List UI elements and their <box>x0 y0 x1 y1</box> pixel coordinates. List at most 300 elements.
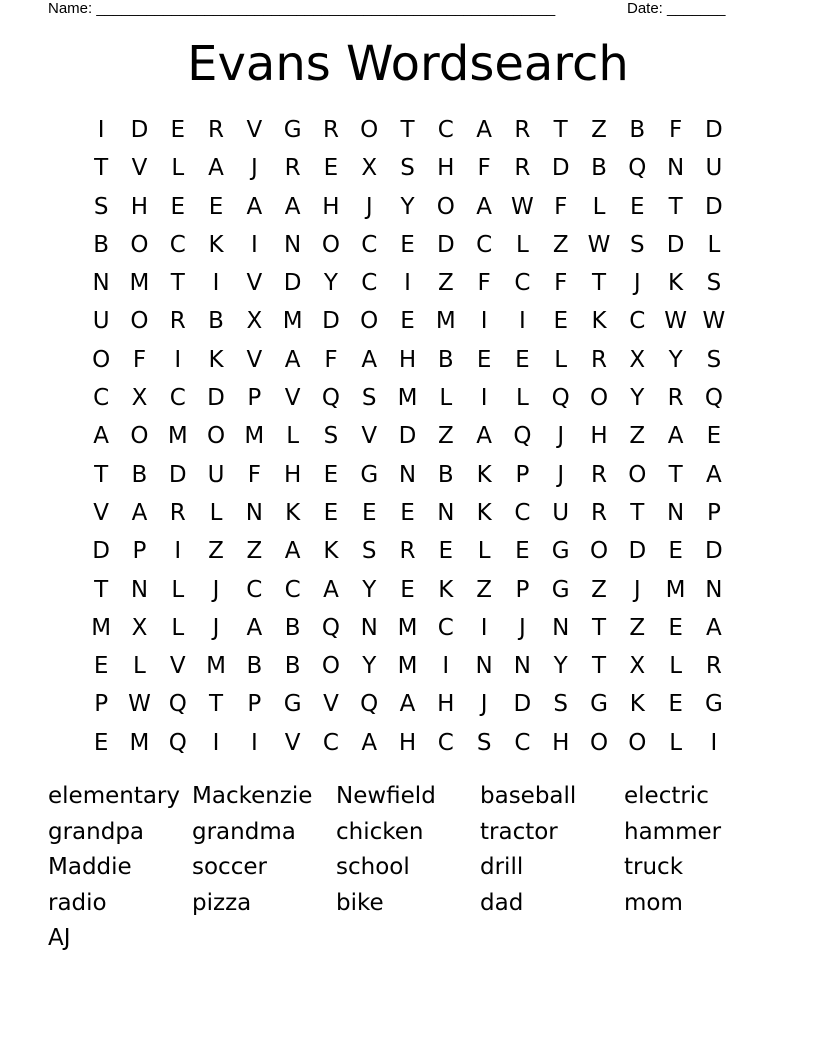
grid-letter: P <box>132 538 147 565</box>
grid-letter: J <box>212 614 220 641</box>
word-list-item: soccer <box>192 854 267 881</box>
grid-letter: T <box>591 270 607 297</box>
grid-letter: O <box>589 385 609 412</box>
grid-letter: H <box>283 461 302 488</box>
grid-letter: V <box>93 499 110 526</box>
grid-letter: M <box>397 614 418 641</box>
grid-row <box>82 571 733 609</box>
grid-letter: I <box>212 729 220 756</box>
grid-letter: F <box>554 270 568 297</box>
grid-letter: A <box>476 117 492 143</box>
grid-letter: B <box>629 117 646 143</box>
grid-letter: B <box>131 461 148 488</box>
grid-letter: G <box>551 538 570 565</box>
grid-letter: Y <box>668 346 683 373</box>
grid-letter: J <box>633 576 641 603</box>
grid-letter: H <box>398 346 417 373</box>
grid-letter: Y <box>400 193 415 220</box>
grid-letter: U <box>552 499 570 526</box>
grid-letter: B <box>284 614 301 641</box>
grid-letter: T <box>170 270 185 297</box>
grid-letter: P <box>515 461 530 488</box>
grid-letter: L <box>209 499 223 526</box>
word-list-item: tractor <box>480 818 558 845</box>
grid-letter: I <box>519 308 526 335</box>
grid-letter: K <box>438 576 454 603</box>
grid-letter: G <box>704 691 723 718</box>
grid-letter: E <box>208 193 224 220</box>
grid-letter: Q <box>321 614 340 641</box>
grid-letter: Q <box>628 155 647 182</box>
grid-letter: I <box>250 231 258 258</box>
grid-letter: A <box>706 614 722 641</box>
grid-letter: K <box>629 691 645 718</box>
grid-row <box>82 532 733 570</box>
grid-letter: C <box>476 231 493 258</box>
grid-letter: R <box>591 499 607 526</box>
grid-letter: M <box>397 653 418 680</box>
grid-letter: C <box>246 576 263 603</box>
grid-letter: E <box>400 576 415 603</box>
grid-letter: J <box>212 576 220 603</box>
grid-letter: C <box>322 729 339 756</box>
grid-letter: I <box>480 385 488 412</box>
grid-letter: R <box>514 117 531 143</box>
word-list-item: grandpa <box>48 818 145 845</box>
grid-letter: M <box>167 423 188 450</box>
grid-letter: E <box>170 117 186 143</box>
grid-letter: M <box>244 423 265 450</box>
grid-letter: S <box>476 729 492 756</box>
word-list-item: school <box>336 854 410 881</box>
grid-letter: Q <box>168 729 187 756</box>
grid-letter: A <box>284 346 301 373</box>
word-list-item: Maddie <box>48 854 132 881</box>
grid-letter: T <box>591 653 607 680</box>
grid-letter: T <box>400 117 415 143</box>
grid-letter: N <box>284 231 302 258</box>
grid-letter: O <box>206 423 226 450</box>
grid-letter: Q <box>704 385 723 412</box>
grid-letter: N <box>130 576 149 603</box>
grid-letter: L <box>286 423 300 450</box>
grid-letter: A <box>246 193 263 220</box>
grid-letter: J <box>480 691 488 718</box>
grid-letter: A <box>131 499 148 526</box>
grid-letter: I <box>97 117 105 143</box>
grid-letter: M <box>206 653 226 680</box>
grid-letter: J <box>557 423 565 450</box>
grid-letter: D <box>705 117 723 143</box>
grid-letter: O <box>321 653 340 680</box>
word-list-item: grandma <box>192 818 296 845</box>
grid-letter: W <box>587 231 611 258</box>
grid-letter: E <box>323 461 339 488</box>
grid-letter: I <box>480 614 488 641</box>
grid-letter: N <box>245 499 263 526</box>
grid-letter: X <box>246 308 263 335</box>
grid-letter: E <box>553 308 568 335</box>
grid-letter: D <box>705 538 723 565</box>
grid-letter: Z <box>437 270 454 297</box>
grid-letter: C <box>514 499 531 526</box>
grid-letter: O <box>436 193 455 220</box>
grid-letter: K <box>208 231 224 258</box>
grid-letter: L <box>477 538 491 565</box>
grid-letter: S <box>323 423 339 450</box>
grid-letter: N <box>475 653 493 680</box>
grid-letter: D <box>513 691 532 718</box>
grid-letter: F <box>554 193 568 220</box>
grid-row <box>82 724 733 762</box>
grid-letter: J <box>557 461 565 488</box>
grid-letter: L <box>592 193 606 220</box>
grid-letter: A <box>93 423 110 450</box>
grid-letter: M <box>129 729 150 756</box>
grid-letter: J <box>250 155 258 182</box>
grid-letter: L <box>439 385 453 412</box>
grid-letter: J <box>365 193 373 220</box>
grid-letter: P <box>247 691 262 718</box>
grid-letter: K <box>476 499 492 526</box>
grid-letter: N <box>552 614 570 641</box>
grid-letter: A <box>706 461 722 488</box>
grid-letter: E <box>93 729 109 756</box>
grid-letter: E <box>400 308 415 335</box>
grid-letter: C <box>629 308 646 335</box>
grid-letter: L <box>171 155 185 182</box>
word-list-item: Mackenzie <box>192 783 313 809</box>
grid-letter: D <box>168 461 187 488</box>
grid-letter: X <box>131 614 148 641</box>
grid-letter: V <box>284 385 301 412</box>
word-list-item: mom <box>624 889 683 916</box>
word-list-item: dad <box>480 889 524 916</box>
grid-letter: I <box>174 346 182 373</box>
word-list-item: bike <box>336 889 384 916</box>
grid-letter: S <box>361 385 377 412</box>
grid-letter: D <box>551 155 570 182</box>
word-list-item: radio <box>48 889 107 916</box>
grid-letter: S <box>553 691 569 718</box>
grid-letter: V <box>323 691 339 718</box>
grid-letter: D <box>398 423 417 450</box>
grid-letter: Y <box>323 270 338 297</box>
grid-letter: K <box>476 461 492 488</box>
grid-letter: V <box>246 117 263 143</box>
grid-letter: P <box>94 691 109 718</box>
grid-letter: S <box>361 538 377 565</box>
grid-letter: Y <box>630 385 645 412</box>
grid-letter: H <box>398 729 417 756</box>
grid-letter: L <box>669 653 683 680</box>
grid-letter: B <box>437 346 454 373</box>
grid-letter: X <box>629 346 646 373</box>
grid-letter: Z <box>246 538 263 565</box>
grid-letter: E <box>93 653 109 680</box>
grid-letter: M <box>129 270 150 297</box>
name-field: Name: _______________________________________________________ <box>48 0 556 17</box>
grid-letter: N <box>666 155 685 182</box>
grid-row <box>82 302 733 340</box>
grid-letter: L <box>516 231 529 258</box>
grid-letter: G <box>360 461 379 488</box>
grid-letter: H <box>590 423 608 450</box>
page-title: Evans Wordsearch <box>187 36 629 92</box>
grid-letter: Q <box>321 385 340 412</box>
grid-letter: R <box>322 117 339 143</box>
grid-letter: C <box>284 576 301 603</box>
grid-letter: Y <box>362 653 377 680</box>
grid-letter: J <box>519 614 526 641</box>
grid-letter: D <box>322 308 340 335</box>
grid-letter: H <box>552 729 570 756</box>
grid-letter: M <box>665 576 686 603</box>
grid-letter: I <box>212 270 220 297</box>
grid-letter: O <box>130 308 149 335</box>
grid-letter: O <box>92 346 111 373</box>
grid-letter: Q <box>168 691 187 718</box>
grid-letter: A <box>476 193 492 220</box>
grid-letter: O <box>360 117 379 143</box>
grid-letter: K <box>323 538 339 565</box>
grid-letter: A <box>667 423 684 450</box>
grid-letter: T <box>668 461 683 488</box>
word-list-item: electric <box>624 783 709 809</box>
grid-letter: L <box>554 346 568 373</box>
grid-letter: S <box>706 346 722 373</box>
grid-letter: L <box>516 385 529 412</box>
grid-letter: E <box>515 538 530 565</box>
grid-letter: E <box>323 499 339 526</box>
grid-letter: T <box>668 193 683 220</box>
grid-letter: F <box>247 461 261 488</box>
grid-letter: I <box>442 653 450 680</box>
grid-row <box>82 494 733 532</box>
grid-letter: I <box>250 729 258 756</box>
grid-letter: C <box>514 729 531 756</box>
grid-row <box>82 226 733 264</box>
grid-letter: R <box>399 538 416 565</box>
grid-letter: N <box>705 576 723 603</box>
letter-grid <box>82 111 733 762</box>
grid-letter: N <box>92 270 110 297</box>
grid-letter: R <box>705 653 722 680</box>
grid-letter: F <box>668 117 683 143</box>
grid-letter: C <box>437 614 454 641</box>
grid-row <box>82 647 733 685</box>
grid-letter: R <box>514 155 531 182</box>
grid-letter: H <box>437 691 455 718</box>
date-field: Date: _______ <box>627 0 726 17</box>
grid-letter: R <box>169 308 186 335</box>
grid-letter: E <box>706 423 722 450</box>
grid-letter: V <box>246 270 263 297</box>
grid-row <box>82 264 733 302</box>
grid-letter: V <box>284 729 301 756</box>
word-list-item: elementary <box>48 783 181 809</box>
grid-letter: E <box>515 346 530 373</box>
grid-letter: E <box>400 231 415 258</box>
grid-letter: X <box>629 653 646 680</box>
grid-letter: V <box>169 653 186 680</box>
grid-letter: T <box>94 155 109 182</box>
grid-letter: F <box>132 346 147 373</box>
grid-letter: C <box>514 270 531 297</box>
grid-letter: E <box>630 193 645 220</box>
grid-letter: E <box>476 346 492 373</box>
grid-letter: Q <box>551 385 570 412</box>
grid-letter: O <box>589 538 609 565</box>
word-list-item: AJ <box>48 925 71 952</box>
grid-letter: F <box>477 270 491 297</box>
grid-letter: M <box>282 308 303 335</box>
grid-letter: E <box>438 538 454 565</box>
grid-letter: Z <box>591 117 607 143</box>
grid-row <box>82 685 733 723</box>
grid-letter: B <box>591 155 607 182</box>
grid-letter: I <box>710 729 718 756</box>
grid-letter: S <box>400 155 415 182</box>
grid-letter: D <box>666 231 685 258</box>
grid-letter: L <box>133 653 146 680</box>
grid-letter: A <box>208 155 224 182</box>
grid-letter: T <box>209 691 224 718</box>
grid-letter: T <box>94 576 109 603</box>
grid-letter: K <box>668 270 684 297</box>
grid-letter: T <box>553 117 568 143</box>
grid-letter: R <box>208 117 225 143</box>
grid-row <box>82 149 733 187</box>
grid-letter: W <box>128 691 151 718</box>
grid-letter: K <box>285 499 301 526</box>
word-list-item: baseball <box>480 783 577 809</box>
grid-letter: X <box>361 155 378 182</box>
grid-letter: A <box>361 729 378 756</box>
grid-letter: G <box>283 691 302 718</box>
grid-letter: D <box>130 117 149 143</box>
grid-letter: G <box>551 576 570 603</box>
grid-row <box>82 341 733 379</box>
grid-letter: O <box>130 231 149 258</box>
grid-letter: Z <box>552 231 569 258</box>
grid-letter: P <box>515 576 530 603</box>
word-list-item: pizza <box>192 889 252 916</box>
grid-letter: Z <box>629 614 646 641</box>
grid-letter: U <box>207 461 225 488</box>
grid-letter: A <box>323 576 339 603</box>
grid-letter: S <box>93 193 109 220</box>
grid-letter: D <box>283 270 302 297</box>
grid-letter: E <box>668 691 683 718</box>
grid-letter: R <box>667 385 684 412</box>
grid-letter: A <box>246 614 263 641</box>
grid-letter: S <box>706 270 722 297</box>
grid-letter: H <box>130 193 149 220</box>
grid-letter: Q <box>513 423 532 450</box>
grid-letter: Z <box>476 576 492 603</box>
grid-letter: M <box>435 308 456 335</box>
grid-letter: D <box>628 538 647 565</box>
grid-row <box>82 188 733 226</box>
grid-letter: V <box>131 155 148 182</box>
grid-letter: C <box>93 385 110 412</box>
grid-row <box>82 111 733 149</box>
grid-letter: I <box>404 270 411 297</box>
word-list-item: hammer <box>624 818 722 845</box>
grid-letter: D <box>207 385 225 412</box>
grid-letter: I <box>174 538 182 565</box>
grid-letter: B <box>208 308 224 335</box>
grid-letter: X <box>131 385 148 412</box>
grid-letter: E <box>668 614 683 641</box>
grid-letter: V <box>246 346 263 373</box>
grid-letter: A <box>399 691 416 718</box>
grid-letter: H <box>437 155 455 182</box>
grid-letter: A <box>476 423 492 450</box>
grid-letter: G <box>590 691 608 718</box>
grid-letter: E <box>400 499 415 526</box>
grid-row <box>82 609 733 647</box>
grid-letter: F <box>477 155 491 182</box>
grid-letter: C <box>361 270 378 297</box>
grid-letter: B <box>437 461 454 488</box>
grid-letter: W <box>664 308 687 335</box>
grid-letter: O <box>628 729 647 756</box>
grid-letter: V <box>361 423 378 450</box>
grid-letter: M <box>397 385 418 412</box>
grid-letter: K <box>208 346 224 373</box>
grid-letter: C <box>437 729 454 756</box>
grid-letter: G <box>283 117 302 143</box>
grid-letter: N <box>513 653 532 680</box>
grid-letter: P <box>706 499 721 526</box>
grid-letter: M <box>91 614 112 641</box>
grid-letter: J <box>633 270 641 297</box>
grid-row <box>82 456 733 494</box>
grid-letter: U <box>705 155 723 182</box>
grid-letter: L <box>171 576 185 603</box>
grid-row <box>82 417 733 455</box>
grid-letter: N <box>437 499 455 526</box>
grid-letter: D <box>436 231 455 258</box>
grid-letter: T <box>591 614 607 641</box>
grid-letter: O <box>321 231 340 258</box>
grid-letter: B <box>93 231 110 258</box>
grid-letter: C <box>169 385 186 412</box>
grid-letter: A <box>284 193 301 220</box>
grid-letter: O <box>628 461 647 488</box>
grid-letter: E <box>361 499 377 526</box>
grid-letter: Z <box>591 576 607 603</box>
word-list <box>48 779 768 957</box>
grid-letter: Z <box>437 423 454 450</box>
grid-letter: I <box>480 308 488 335</box>
grid-letter: L <box>171 614 185 641</box>
grid-letter: A <box>361 346 378 373</box>
grid-letter: L <box>669 729 683 756</box>
grid-letter: O <box>360 308 379 335</box>
grid-letter: C <box>169 231 186 258</box>
grid-letter: Z <box>208 538 224 565</box>
grid-letter: O <box>130 423 149 450</box>
grid-letter: S <box>630 231 645 258</box>
grid-letter: D <box>705 193 723 220</box>
grid-letter: R <box>169 499 186 526</box>
grid-letter: C <box>361 231 378 258</box>
grid-letter: N <box>398 461 417 488</box>
grid-letter: E <box>323 155 339 182</box>
